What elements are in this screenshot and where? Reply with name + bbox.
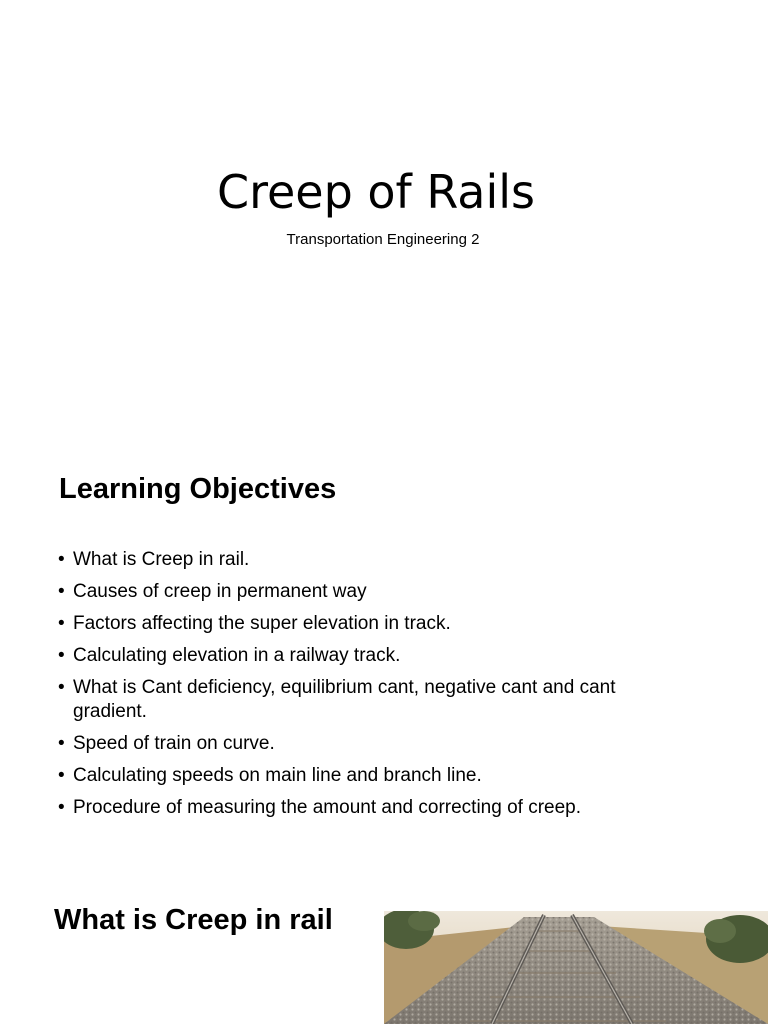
bullet-icon: •: [58, 677, 65, 698]
objective-text: Calculating elevation in a railway track.: [73, 645, 401, 666]
railway-track-illustration: [384, 911, 768, 1024]
list-item: [58, 732, 678, 756]
bullet-icon: •: [58, 797, 65, 818]
objective-text: What is Cant deficiency, equilibrium cant, negative cant and cant gradient.: [73, 677, 616, 722]
railway-track-photo: [384, 911, 768, 1024]
bullet-icon: •: [58, 733, 65, 754]
list-item: [58, 612, 678, 636]
objective-text: Causes of creep in permanent way: [73, 581, 367, 602]
list-item: [58, 764, 678, 788]
slide-subtitle: Transportation Engineering 2: [286, 231, 480, 248]
list-item: [58, 676, 678, 724]
list-item: [58, 796, 678, 820]
slide-title: Creep of Rails: [216, 165, 536, 219]
list-item: [58, 644, 678, 668]
creep-section-heading: What is Creep in rail: [54, 904, 333, 936]
list-item: [58, 580, 678, 604]
bullet-icon: •: [58, 581, 65, 602]
bullet-icon: •: [58, 645, 65, 666]
objective-text: What is Creep in rail.: [73, 549, 250, 570]
bullet-icon: •: [58, 613, 65, 634]
list-item: [58, 548, 678, 572]
objectives-list: [58, 548, 678, 828]
objective-text: Procedure of measuring the amount and correcting of creep.: [73, 797, 582, 818]
bullet-icon: •: [58, 549, 65, 570]
learning-objectives-heading: Learning Objectives: [59, 473, 337, 505]
bullet-icon: •: [58, 765, 65, 786]
objective-text: Factors affecting the super elevation in track.: [73, 613, 451, 634]
objective-text: Speed of train on curve.: [73, 733, 275, 754]
objective-text: Calculating speeds on main line and branch line.: [73, 765, 482, 786]
